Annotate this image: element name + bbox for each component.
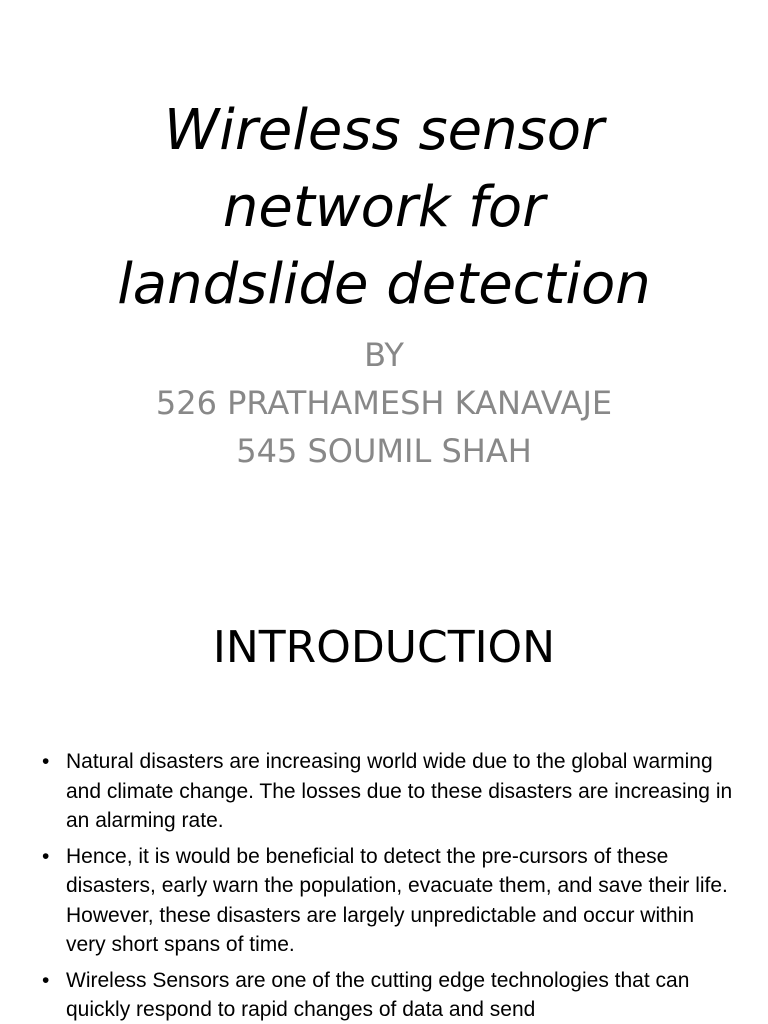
author-line: 526 PRATHAMESH KANAVAJE: [155, 384, 613, 422]
subtitle-by: BY: [364, 336, 404, 374]
bullet-dot-icon: •: [42, 750, 50, 773]
bullet-text: Wireless Sensors are one of the cutting edge technologies that can quickly respond to rapid changes of data and send: [66, 968, 690, 1021]
bullet-item: [0, 842, 768, 960]
bullet-item: [0, 966, 768, 1024]
introduction-slide: [0, 576, 768, 1024]
bullet-text: Hence, it is would be beneficial to detect the pre-cursors of these disasters, early warn the population, evacuate them, and save their life. However, these disasters are largely unpredictable and occur within very short spans of time.: [66, 844, 728, 956]
section-heading: INTRODUCTION: [212, 622, 556, 673]
bullet-text: Natural disasters are increasing world wide due to the global warming and climate change. The losses due to these disasters are increasing in an alarming rate.: [66, 750, 733, 832]
bullet-list: [0, 747, 768, 1024]
bullet-item: [0, 747, 768, 836]
slide-title-line: Wireless sensor: [163, 98, 605, 163]
bullet-dot-icon: •: [42, 968, 50, 992]
slide-title: [0, 92, 768, 323]
slide-title-line: landslide detection: [117, 252, 651, 317]
slide-title-line: network for: [222, 175, 546, 240]
bullet-dot-icon: •: [42, 844, 50, 868]
author-line: 545 SOUMIL SHAH: [236, 432, 532, 470]
slide-subtitle: [0, 331, 768, 475]
